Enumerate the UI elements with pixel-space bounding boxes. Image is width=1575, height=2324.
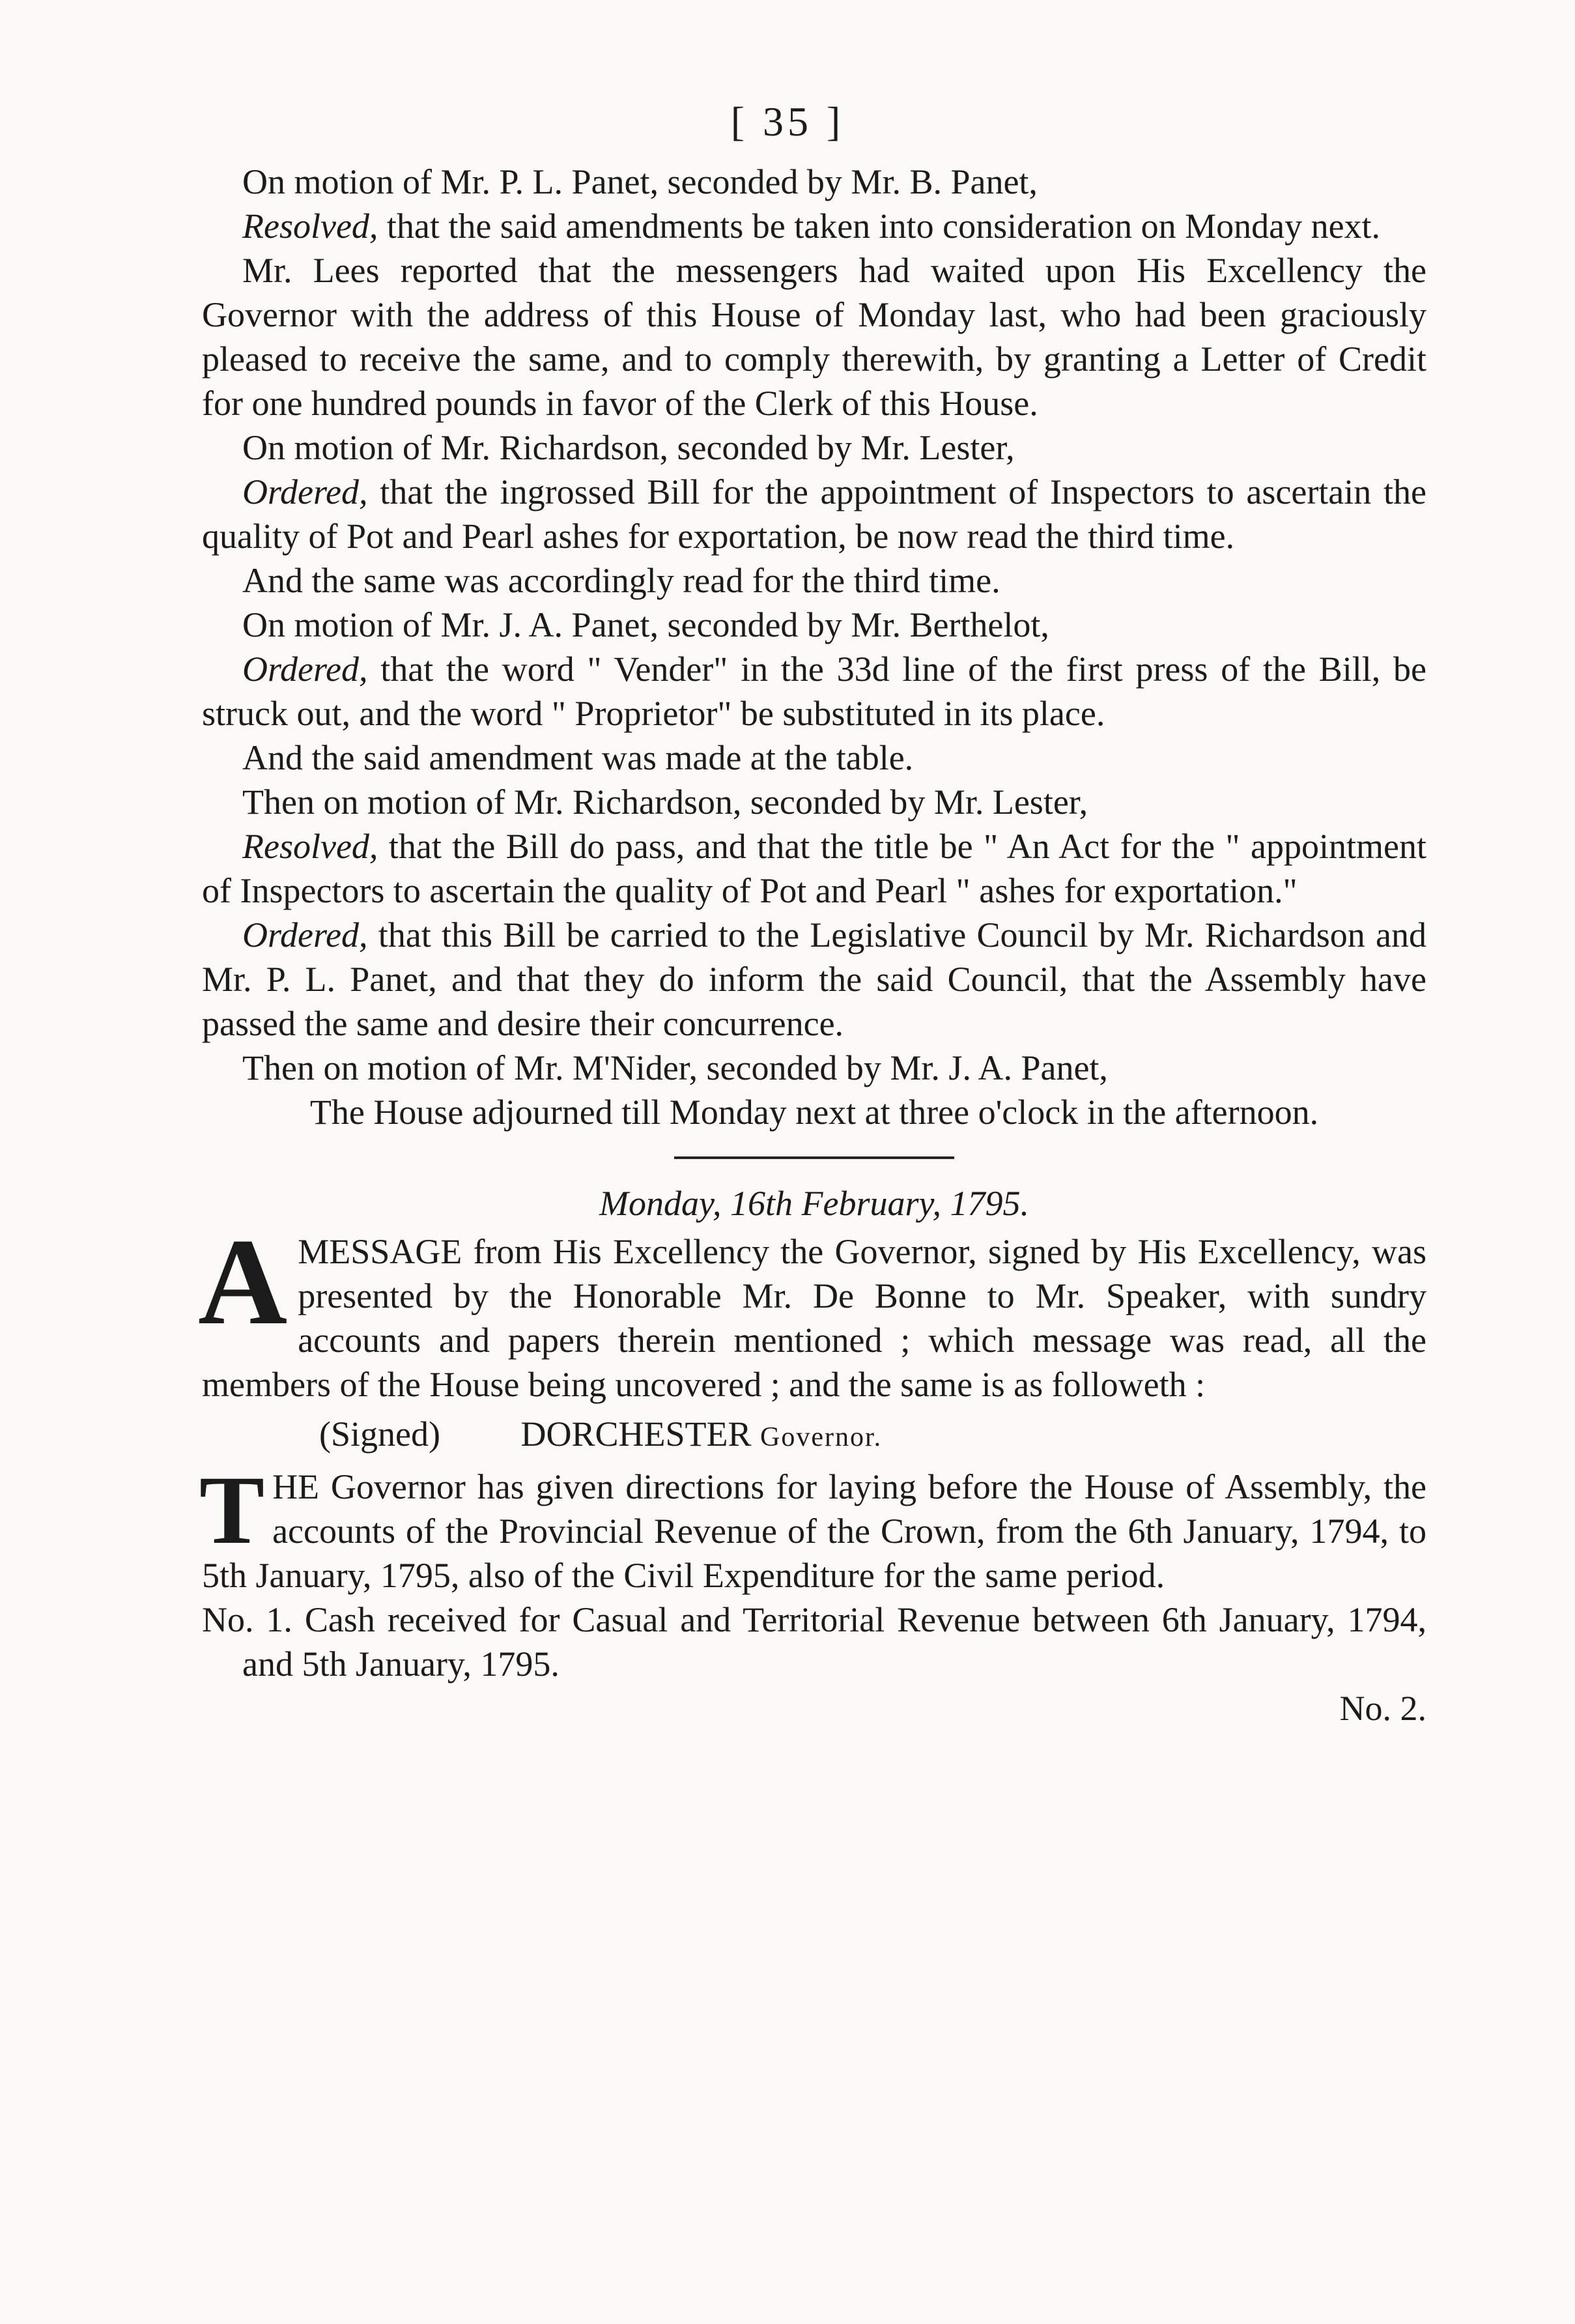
adjournment-paragraph: The House adjourned till Monday next at three o'clock in the afternoon. [309,1093,1319,1132]
drop-cap: A [198,1214,288,1351]
drop-cap: T [199,1456,265,1564]
order-paragraph [202,470,1426,558]
order-paragraph [202,913,1426,1046]
signed-label: (Signed) [319,1414,440,1454]
order-text: that the word " Vender" in the 33d line of the first press of the Bill, be struck out, and the word " Proprietor" be substituted in its place. [202,650,1426,733]
date-heading: Monday, 16th February, 1795. [599,1184,1029,1223]
report-paragraph: Mr. Lees reported that the messengers had waited upon His Excellency the Governor with the address of this House of Monday last, who had been graciously pleased to receive the same, and to comply therewith, by granting a Letter of Credit for one hundred pounds in favor of the Clerk of this House. [202,251,1426,423]
message-paragraph [198,1214,1426,1407]
page-body [198,160,1426,1730]
resolved-label: Resolved, [242,827,378,866]
governor-note-paragraph [199,1456,1426,1598]
motion-paragraph: Then on motion of Mr. M'Nider, seconded by Mr. J. A. Panet, [242,1048,1108,1087]
governor-note-text: HE Governor has given directions for laying before the House of Assembly, the accounts of the Provincial Revenue of the Crown, from the 6th January, 1794, to 5th January, 1795, also of the Civil Expenditure for the same period. [202,1467,1426,1595]
catchword: No. 2. [1339,1689,1426,1728]
signature-line [202,1412,1426,1459]
order-paragraph [202,647,1426,736]
resolved-label: Resolved, [242,207,378,246]
message-text: MESSAGE from His Excellency the Governor, signed by His Excellency, was presented by the Honorable Mr. De Bonne to Mr. Speaker, with sundry accounts and papers therein mentioned ; which message was read, all the members of the House being uncovered ; and the same is as followeth : [202,1232,1426,1404]
ordered-label: Ordered, [242,472,368,511]
item-text: Cash received for Casual and Territorial Revenue between 6th January, 1794, and 5th January, 1795. [242,1600,1426,1684]
reading-paragraph: And the same was accordingly read for the third time. [242,561,1000,600]
page-number: [ 35 ] [730,98,845,145]
resolution-paragraph [202,204,1426,248]
signatory-title: Governor. [760,1422,883,1452]
item-number: No. 1. [202,1600,292,1639]
order-text: that the ingrossed Bill for the appointment of Inspectors to ascertain the quality of Pot and Pearl ashes for exportation, be now read the third time. [202,472,1426,556]
resolution-paragraph [202,824,1426,913]
motion-paragraph: On motion of Mr. J. A. Panet, seconded by Mr. Berthelot, [242,605,1049,644]
section-divider [674,1156,954,1159]
motion-paragraph: Then on motion of Mr. Richardson, seconded by Mr. Lester, [242,782,1088,822]
ordered-label: Ordered, [242,650,368,689]
account-item [202,1598,1426,1686]
amendment-paragraph: And the said amendment was made at the table. [242,738,914,777]
resolution-text: that the said amendments be taken into consideration on Monday next. [378,207,1381,246]
signatory-name: DORCHESTER [520,1414,752,1454]
resolution-text: that the Bill do pass, and that the title be " An Act for the " appointment of Inspectors to ascertain the quality of Pot and Pearl " ashes for exportation." [202,827,1426,910]
ordered-label: Ordered, [242,915,368,954]
order-text: that this Bill be carried to the Legislative Council by Mr. Richardson and Mr. P. L. Panet, and that they do inform the said Council, that the Assembly have passed the same and desire their concurrence. [202,915,1426,1043]
motion-paragraph: On motion of Mr. Richardson, seconded by Mr. Lester, [242,428,1015,467]
motion-paragraph: On motion of Mr. P. L. Panet, seconded by Mr. B. Panet, [242,162,1038,201]
